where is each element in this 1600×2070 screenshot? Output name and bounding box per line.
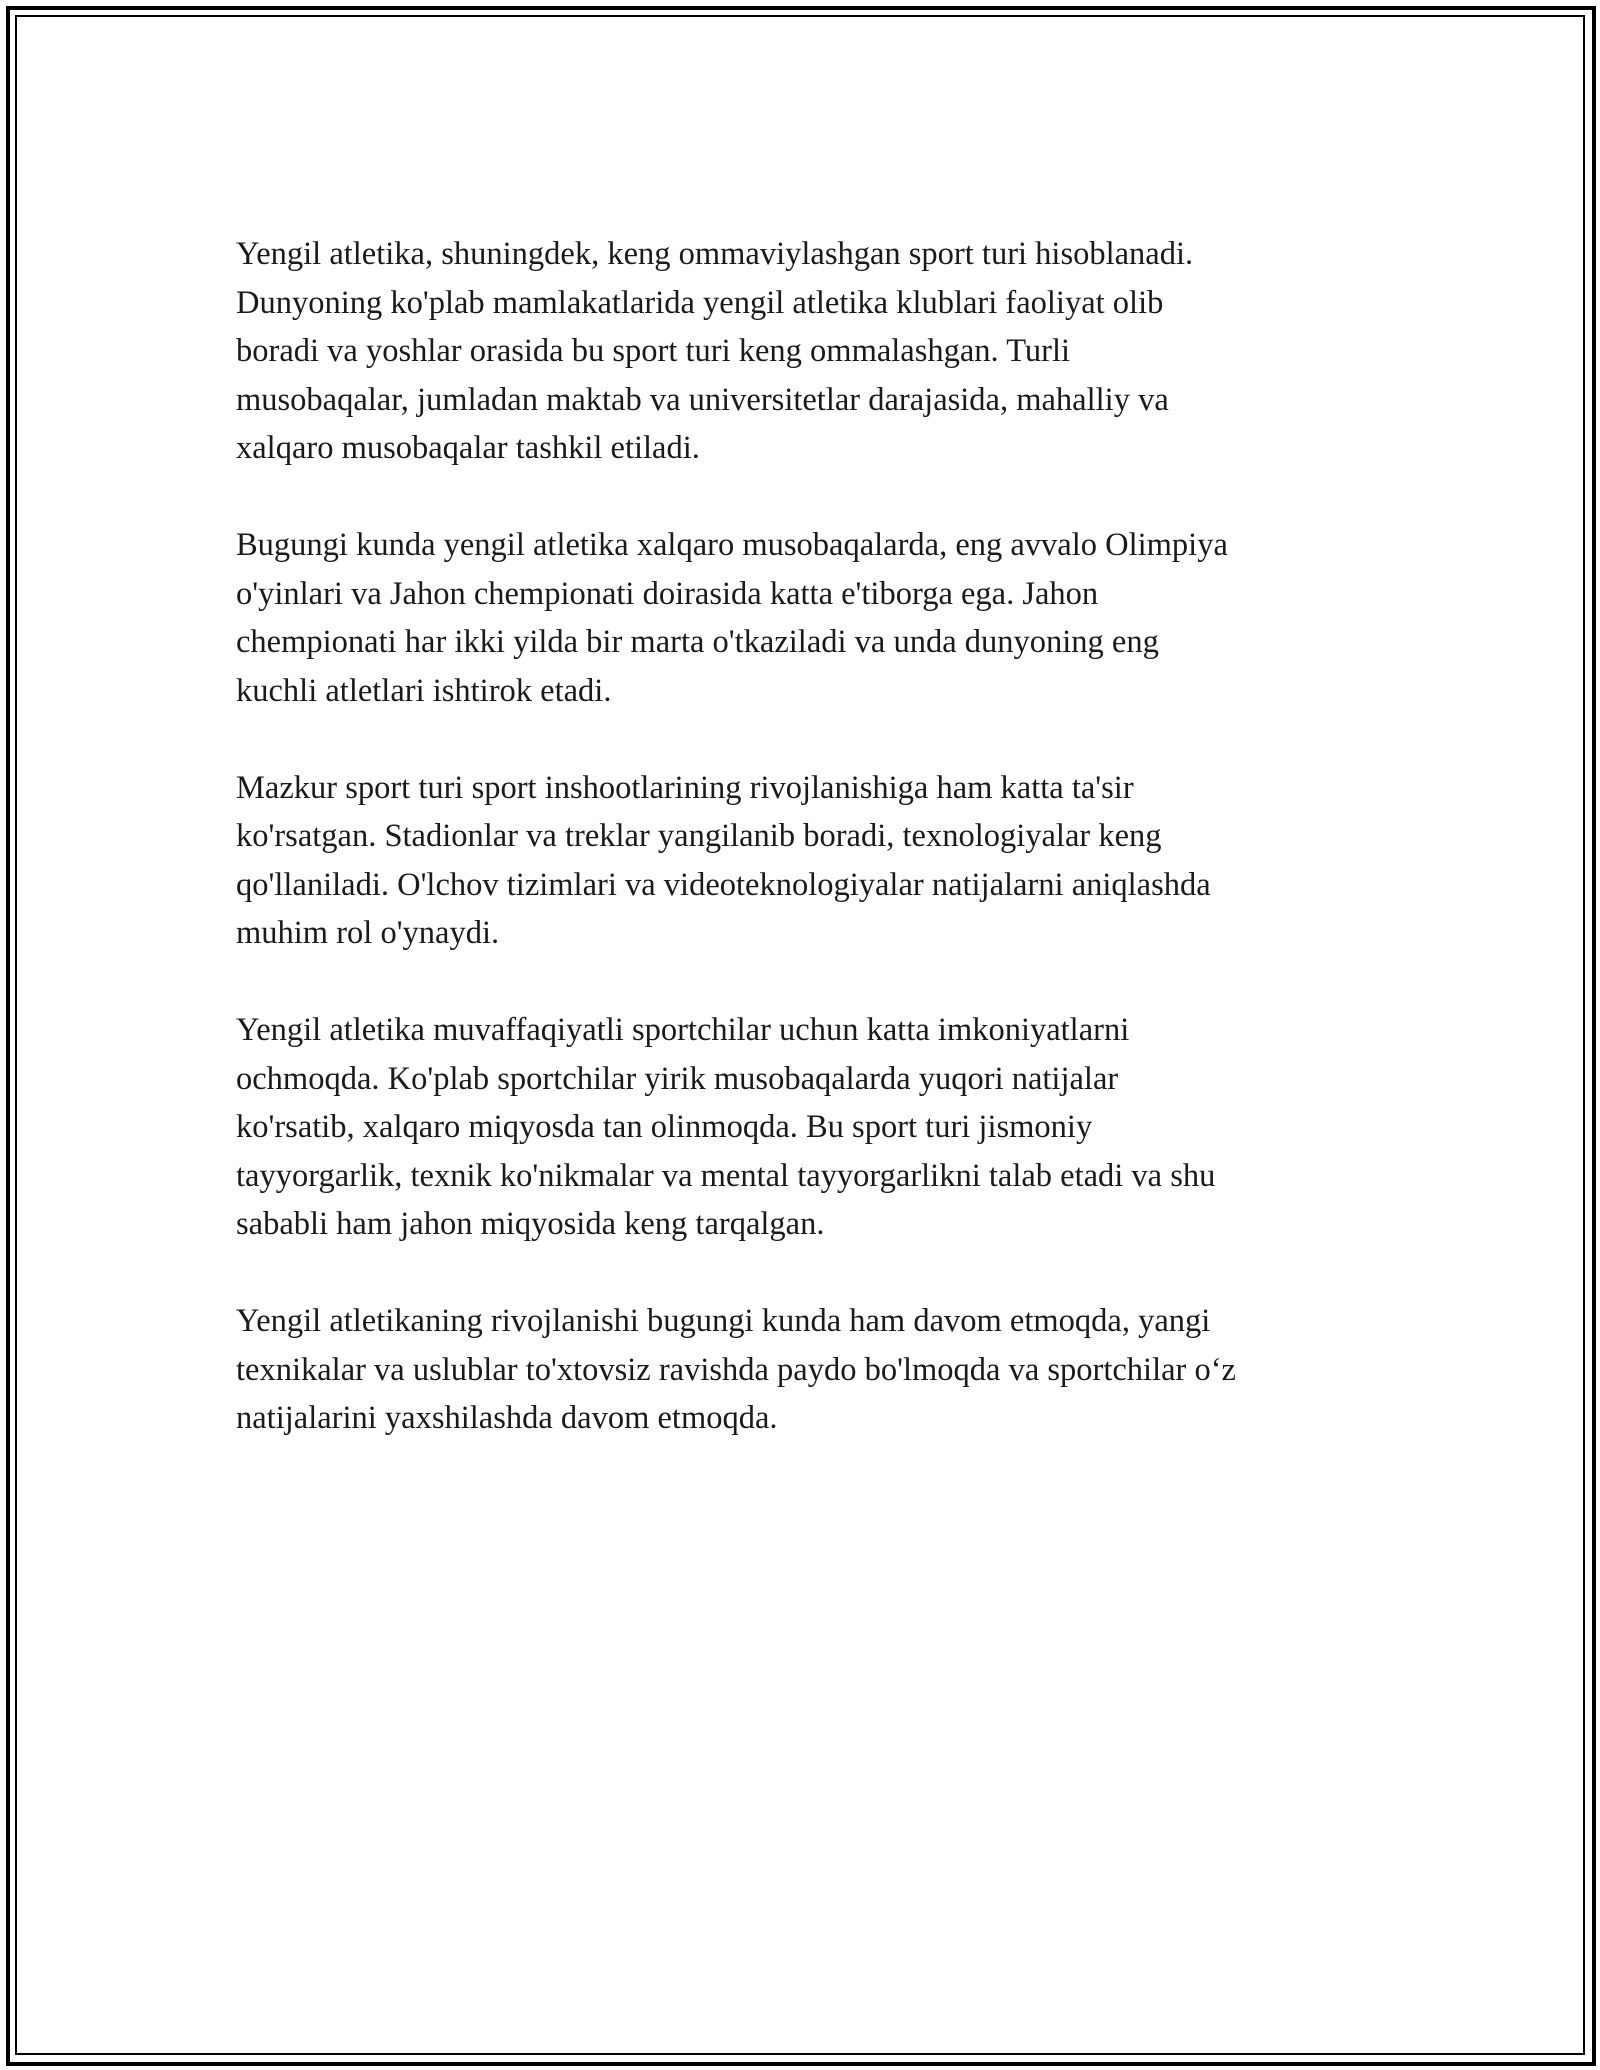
document-body <box>236 230 1396 1491</box>
paragraph-1: Yengil atletika, shuningdek, keng ommaviylashgan sport turi hisoblanadi. Dunyoning ko'plab mamlakatlarida yengil atletika klublari faoliyat olib boradi va yoshlar orasida bu sport turi keng ommalashgan. Turli musobaqalar, jumladan maktab va universitetlar darajasida, mahalliy va xalqaro musobaqalar tashkil etiladi. <box>236 236 1194 466</box>
paragraph-4: Yengil atletika muvaffaqiyatli sportchilar uchun katta imkoniyatlarni ochmoqda. Ko'plab sportchilar yirik musobaqalarda yuqori natijalar ko'rsatib, xalqaro miqyosda tan olinmoqda. Bu sport turi jismoniy tayyorgarlik, texnik ko'nikmalar va mental tayyorgarlikni talab etadi va shu sababli ham jahon miqyosida keng tarqalgan. <box>236 1012 1216 1242</box>
paragraph-3: Mazkur sport turi sport inshootlarining rivojlanishiga ham katta ta'sir ko'rsatgan. Stadionlar va treklar yangilanib boradi, texnologiyalar keng qo'llaniladi. O'lchov tizimlari va videoteknologiyalar natijalarni aniqlashda muhim rol o'ynaydi. <box>236 769 1211 951</box>
paragraph-2: Bugungi kunda yengil atletika xalqaro musobaqalarda, eng avvalo Olimpiya o'yinlari va Jahon chempionati doirasida katta e'tiborga ega. Jahon chempionati har ikki yilda bir marta o'tkaziladi va unda dunyoning eng kuchli atletlari ishtirok etadi. <box>236 527 1228 709</box>
paragraph-5: Yengil atletikaning rivojlanishi bugungi kunda ham davom etmoqda, yangi texnikalar va uslublar to'xtovsiz ravishda paydo bo'lmoqda va sportchilar o‘z natijalarini yaxshilashda davom etmoqda. <box>236 1303 1236 1436</box>
